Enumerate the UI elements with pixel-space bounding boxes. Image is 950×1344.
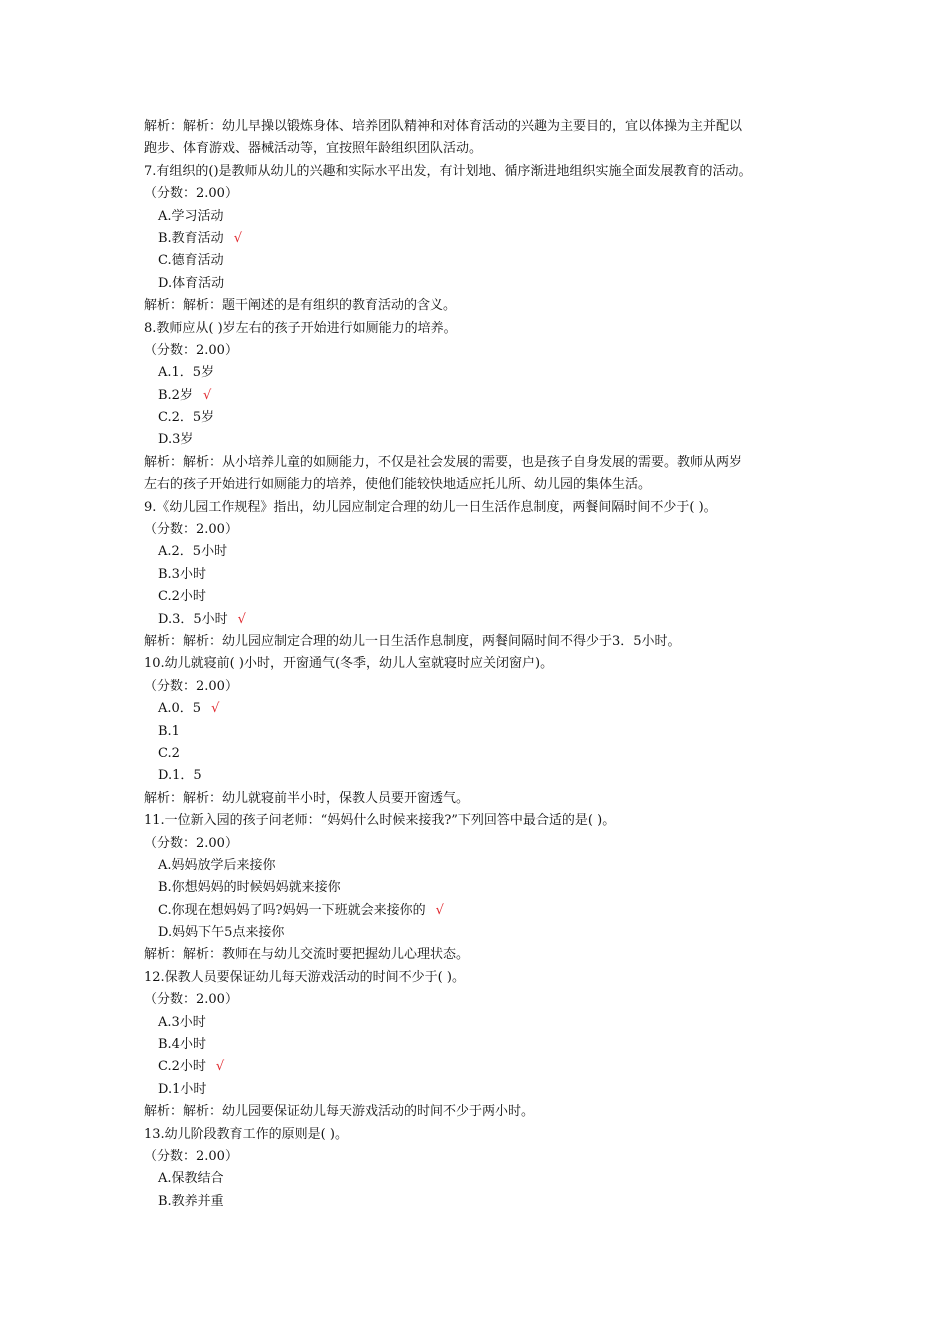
option-label: B.2岁 — [158, 387, 193, 403]
option-label: A.保教结合 — [158, 1171, 224, 1187]
q11-analysis: 解析：解析：教师在与幼儿交流时要把握幼儿心理状态。 — [144, 947, 470, 963]
q9-option-d — [144, 609, 816, 631]
q8-analysis-line-1: 解析：解析：从小培养儿童的如厕能力，不仅是社会发展的需要，也是孩子自身发展的需要。教师从两岁 — [144, 454, 743, 470]
q10-analysis: 解析：解析：幼儿就寝前半小时，保教人员要开窗透气。 — [144, 790, 470, 806]
q6-analysis-line-2: 跑步、体育游戏、器械活动等，宜按照年龄组织团队活动。 — [144, 141, 483, 157]
q12-analysis: 解析：解析：幼儿园要保证幼儿每天游戏活动的时间不少于两小时。 — [144, 1104, 535, 1120]
option-label: D.3．5小时 — [158, 611, 228, 627]
q7-option-b — [144, 228, 816, 250]
option-label: B.1 — [158, 723, 180, 739]
option-label: D.体育活动 — [158, 275, 225, 291]
q10-option-b — [144, 721, 816, 743]
option-label: B.3小时 — [158, 566, 206, 582]
q6-analysis-line-1: 解析：解析：幼儿早操以锻炼身体、培养团队精神和对体育活动的兴趣为主要目的，宜以体操为主并配以 — [144, 119, 743, 134]
option-label: C.2小时 — [158, 1059, 206, 1075]
q9-question: 9.《幼儿园工作规程》指出，幼儿园应制定合理的幼儿一日生活作息制度，两餐间隔时间不少于( )。 — [144, 499, 717, 515]
q10-option-d — [144, 765, 816, 787]
option-label: A.妈妈放学后来接你 — [158, 857, 276, 873]
q11-option-c — [144, 900, 816, 922]
correct-check-icon: √ — [237, 611, 246, 627]
q11-option-b — [144, 877, 816, 899]
q7-option-d — [144, 273, 816, 295]
option-label: D.妈妈下午5点来接你 — [158, 925, 285, 941]
q7-analysis: 解析：解析：题干阐述的是有组织的教育活动的含义。 — [144, 298, 457, 314]
q10-score: （分数：2.00） — [144, 678, 238, 694]
correct-check-icon: √ — [211, 701, 220, 717]
q7-question: 7.有组织的()是教师从幼儿的兴趣和实际水平出发，有计划地、循序渐进地组织实施全面发展教育的活动。 — [144, 163, 752, 179]
q13-option-b — [144, 1191, 816, 1213]
option-label: D.3岁 — [158, 432, 194, 448]
q13-option-a — [144, 1168, 816, 1190]
q8-option-b — [144, 385, 816, 407]
q8-analysis-line-2: 左右的孩子开始进行如厕能力的培养，使他们能较快地适应托儿所、幼儿园的集体生活。 — [144, 477, 652, 493]
q7-option-c — [144, 250, 816, 272]
q13-score: （分数：2.00） — [144, 1148, 238, 1164]
q9-analysis: 解析：解析：幼儿园应制定合理的幼儿一日生活作息制度，两餐间隔时间不得少于3．5小时。 — [144, 633, 681, 649]
option-label: B.4小时 — [158, 1037, 206, 1053]
q11-option-d — [144, 922, 816, 944]
correct-check-icon: √ — [233, 230, 242, 246]
option-label: C.2 — [158, 745, 180, 761]
q8-question: 8.教师应从( )岁左右的孩子开始进行如厕能力的培养。 — [144, 320, 457, 336]
option-label: A.学习活动 — [158, 208, 224, 224]
option-label: C.2．5岁 — [158, 410, 215, 426]
q12-option-a — [144, 1012, 816, 1034]
q7-score: （分数：2.00） — [144, 186, 238, 202]
q9-option-b — [144, 564, 816, 586]
option-label: B.你想妈妈的时候妈妈就来接你 — [158, 880, 341, 896]
option-label: A.0．5 — [158, 701, 202, 717]
correct-check-icon: √ — [202, 387, 212, 403]
q12-score: （分数：2.00） — [144, 992, 238, 1008]
q9-score: （分数：2.00） — [144, 522, 238, 538]
correct-check-icon: √ — [435, 902, 444, 918]
option-label: B.教养并重 — [158, 1193, 224, 1209]
q12-option-b — [144, 1034, 816, 1056]
q9-option-c — [144, 586, 816, 608]
q12-question: 12.保教人员要保证幼儿每天游戏活动的时间不少于( )。 — [144, 969, 465, 985]
q11-score: （分数：2.00） — [144, 835, 238, 851]
q7-option-a — [144, 206, 816, 228]
q10-option-a — [144, 698, 816, 720]
q13-question: 13.幼儿阶段教育工作的原则是( )。 — [144, 1126, 348, 1142]
q11-option-a — [144, 855, 816, 877]
option-label: C.2小时 — [158, 589, 206, 605]
correct-check-icon: √ — [215, 1059, 225, 1075]
q8-option-a — [144, 362, 816, 384]
q8-option-d — [144, 429, 816, 451]
option-label: C.你现在想妈妈了吗?妈妈一下班就会来接你的 — [158, 902, 426, 918]
q10-question: 10.幼儿就寝前( )小时，开窗通气(冬季，幼儿人室就寝时应关闭窗户)。 — [144, 656, 554, 672]
q8-score: （分数：2.00） — [144, 342, 238, 358]
q12-option-c — [144, 1056, 816, 1078]
q12-option-d — [144, 1079, 816, 1101]
option-label: C.德育活动 — [158, 253, 224, 269]
q9-option-a — [144, 541, 816, 563]
option-label: A.1．5岁 — [158, 365, 215, 381]
q8-option-c — [144, 407, 816, 429]
exam-page — [144, 116, 816, 1213]
option-label: A.3小时 — [158, 1014, 206, 1030]
option-label: A.2．5小时 — [158, 544, 228, 560]
q11-question: 11.一位新入园的孩子问老师：“妈妈什么时候来接我?”下列回答中最合适的是( )。 — [144, 813, 616, 829]
option-label: D.1小时 — [158, 1081, 207, 1097]
q10-option-c — [144, 743, 816, 765]
option-label: D.1．5 — [158, 768, 202, 784]
option-label: B.教育活动 — [158, 230, 224, 246]
